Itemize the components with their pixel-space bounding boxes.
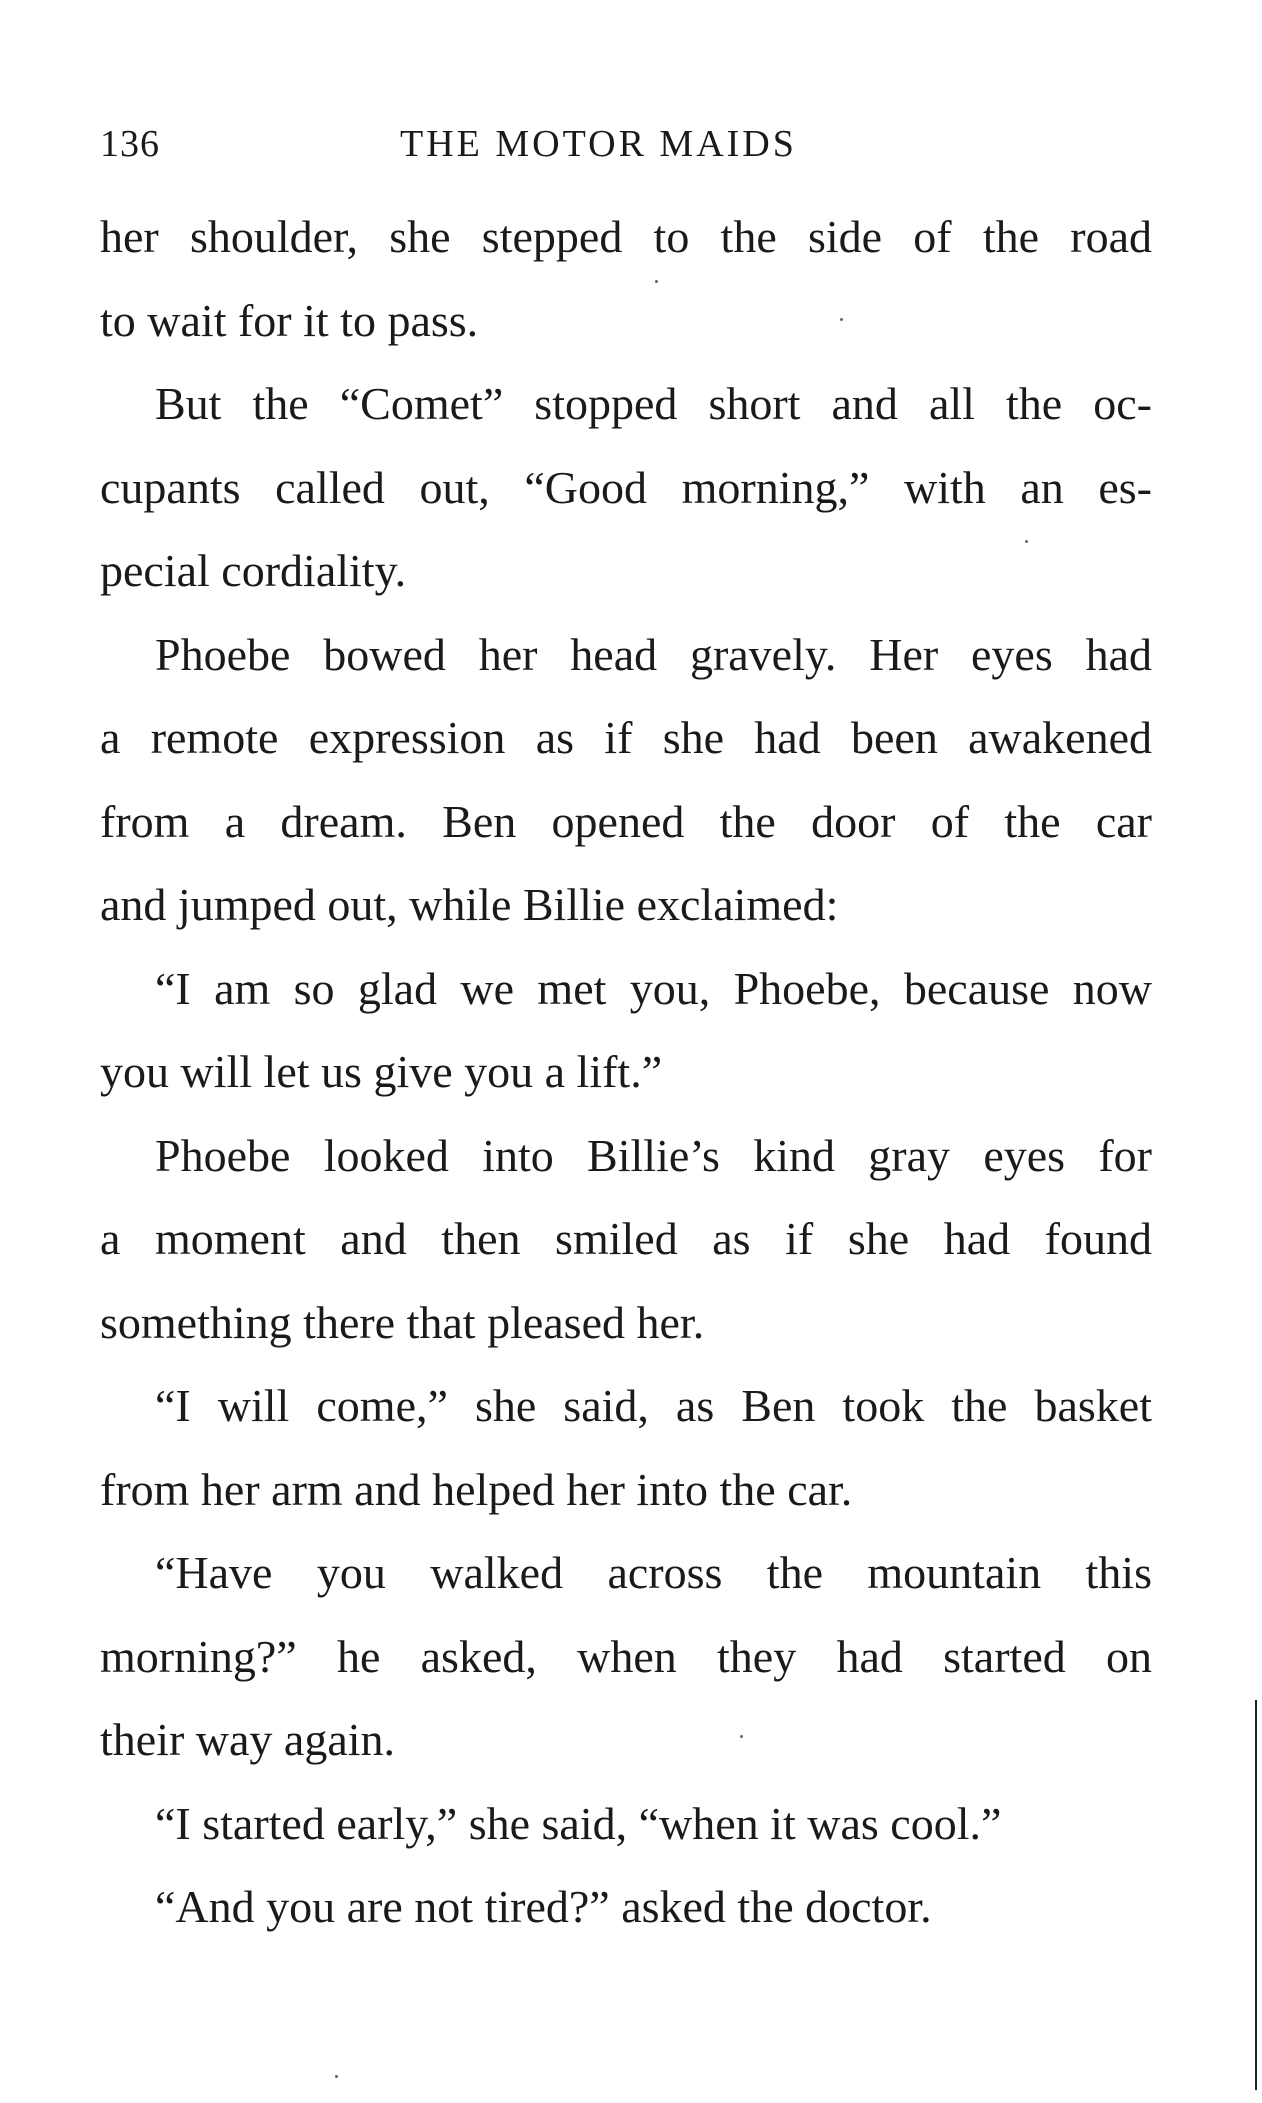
- text-line: her shoulder, she stepped to the side of the road: [100, 211, 1152, 262]
- page-number: 136: [100, 123, 160, 165]
- text-line: a remote expression as if she had been awakened: [100, 712, 1152, 763]
- page-edge-line: [1255, 1700, 1257, 2090]
- book-title: THE MOTOR MAIDS: [400, 123, 797, 165]
- body-text: [100, 195, 1152, 1949]
- text-line: “I started early,” she said, “when it was cool.”: [155, 1797, 1002, 1849]
- print-speck: [335, 2075, 338, 2078]
- text-line: pecial cordiality.: [100, 545, 407, 596]
- text-line: “Have you walked across the mountain this: [155, 1547, 1152, 1598]
- print-speck: [1025, 540, 1028, 543]
- text-line: “I will come,” she said, as Ben took the basket: [155, 1380, 1152, 1431]
- text-line: But the “Comet” stopped short and all the oc-: [155, 378, 1152, 429]
- running-head: [100, 122, 1150, 172]
- text-line: from her arm and helped her into the car.: [100, 1463, 853, 1515]
- text-line: you will let us give you a lift.”: [100, 1046, 663, 1097]
- text-line: cupants called out, “Good morning,” with an es-: [100, 461, 1152, 513]
- print-speck: [740, 1735, 743, 1738]
- text-line: “I am so glad we met you, Phoebe, because now: [155, 962, 1152, 1014]
- text-line: Phoebe bowed her head gravely. Her eyes had: [155, 628, 1152, 680]
- text-line: Phoebe looked into Billie’s kind gray eyes for: [155, 1129, 1152, 1181]
- print-speck: [840, 318, 843, 321]
- text-line: from a dream. Ben opened the door of the car: [100, 795, 1152, 847]
- text-line: morning?” he asked, when they had started on: [100, 1630, 1152, 1682]
- text-line: “And you are not tired?” asked the doctor.: [155, 1881, 932, 1932]
- text-line: something there that pleased her.: [100, 1296, 705, 1348]
- text-line: and jumped out, while Billie exclaimed:: [100, 879, 839, 930]
- text-line: to wait for it to pass.: [100, 294, 479, 346]
- text-line: a moment and then smiled as if she had found: [100, 1213, 1152, 1264]
- text-line: their way again.: [100, 1714, 396, 1765]
- print-speck: [655, 280, 658, 283]
